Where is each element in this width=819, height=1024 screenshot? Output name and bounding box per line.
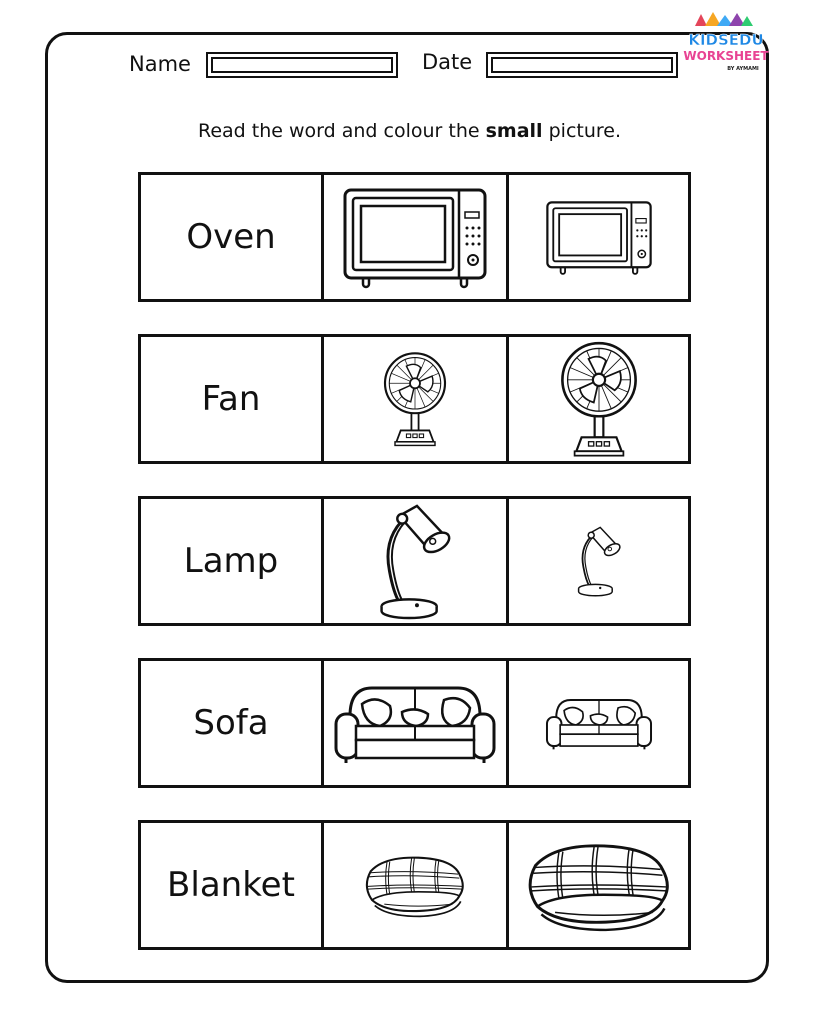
picture-sofa-large[interactable] bbox=[324, 661, 506, 785]
picture-blanket-large[interactable] bbox=[506, 823, 688, 947]
word-oven: Oven bbox=[141, 175, 324, 299]
row-lamp bbox=[138, 496, 691, 626]
picture-fan-large[interactable] bbox=[506, 337, 688, 461]
name-field-box bbox=[206, 52, 398, 78]
kidsedu-worksheet-logo bbox=[683, 12, 769, 78]
desk-lamp-icon bbox=[365, 502, 465, 620]
picture-sofa-small[interactable] bbox=[506, 661, 688, 785]
desk-fan-icon bbox=[555, 338, 643, 460]
word-lamp: Lamp bbox=[141, 499, 324, 623]
row-blanket bbox=[138, 820, 691, 950]
date-label: Date bbox=[422, 50, 473, 74]
picture-oven-large[interactable] bbox=[324, 175, 506, 299]
microwave-oven-icon bbox=[540, 196, 658, 278]
folded-blanket-icon bbox=[357, 850, 473, 920]
svg-text:BY AYMAMI: BY AYMAMI bbox=[727, 66, 759, 72]
date-input[interactable] bbox=[491, 57, 673, 73]
row-sofa bbox=[138, 658, 691, 788]
row-fan bbox=[138, 334, 691, 464]
word-sofa: Sofa bbox=[141, 661, 324, 785]
picture-blanket-small[interactable] bbox=[324, 823, 506, 947]
microwave-oven-icon bbox=[335, 182, 495, 292]
row-oven bbox=[138, 172, 691, 302]
word-fan: Fan bbox=[141, 337, 324, 461]
sofa-icon bbox=[544, 696, 654, 750]
picture-fan-small[interactable] bbox=[324, 337, 506, 461]
picture-lamp-small[interactable] bbox=[506, 499, 688, 623]
sofa-icon bbox=[332, 682, 498, 764]
desk-lamp-icon bbox=[569, 525, 629, 597]
svg-text:WORKSHEET: WORKSHEET bbox=[683, 49, 769, 63]
word-blanket: Blanket bbox=[141, 823, 324, 947]
folded-blanket-icon bbox=[516, 836, 682, 934]
instruction-text: Read the word and colour the small picture. bbox=[197, 120, 622, 142]
desk-fan-icon bbox=[379, 349, 451, 449]
picture-oven-small[interactable] bbox=[506, 175, 688, 299]
date-field-box bbox=[486, 52, 678, 78]
name-input[interactable] bbox=[211, 57, 393, 73]
svg-text:KIDSEDU: KIDSEDU bbox=[688, 31, 764, 49]
name-label: Name bbox=[129, 52, 191, 76]
picture-lamp-large[interactable] bbox=[324, 499, 506, 623]
